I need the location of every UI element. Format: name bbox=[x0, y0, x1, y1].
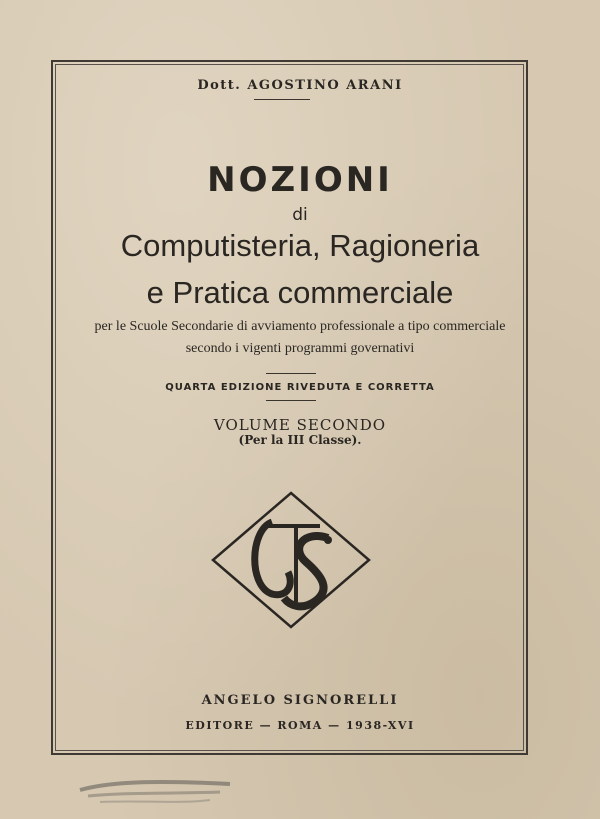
volume-label: VOLUME SECONDO bbox=[213, 416, 387, 434]
author-name: Dott. AGOSTINO ARANI bbox=[197, 78, 403, 93]
title-connector: di bbox=[292, 205, 308, 225]
ink-smudge bbox=[70, 770, 240, 810]
edition-rule-top bbox=[266, 373, 316, 374]
publisher-name: ANGELO SIGNORELLI bbox=[201, 693, 399, 708]
subtitle-line-2: e Pratica commerciale bbox=[146, 275, 454, 310]
publisher-place-year: EDITORE — ROMA — 1938-XVI bbox=[185, 719, 415, 732]
class-note: (Per la III Classe). bbox=[238, 433, 362, 447]
purpose-line-2: secondo i vigenti programmi governativi bbox=[185, 341, 415, 356]
author-rule bbox=[254, 99, 310, 100]
edition-rule-bottom bbox=[266, 400, 316, 401]
subtitle-line-1: Computisteria, Ragioneria bbox=[120, 228, 480, 263]
diamond-monogram-logo-icon bbox=[210, 490, 372, 630]
edition-note: QUARTA EDIZIONE RIVEDUTA E CORRETTA bbox=[165, 382, 435, 393]
book-title: NOZIONI bbox=[207, 160, 393, 200]
purpose-line-1: per le Scuole Secondarie di avviamento professionale a tipo commerciale bbox=[94, 319, 506, 334]
